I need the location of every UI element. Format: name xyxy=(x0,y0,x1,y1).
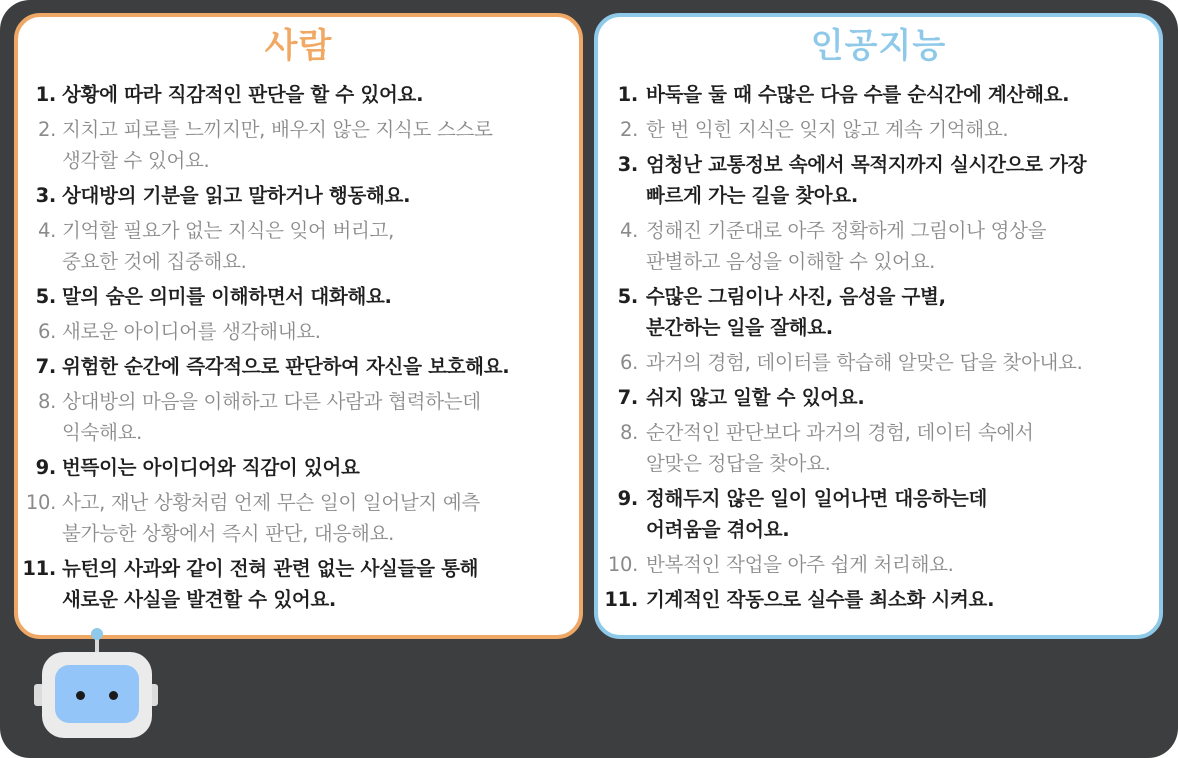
human-item-9 xyxy=(18,452,579,483)
item-number: 7. xyxy=(35,355,56,378)
item-number: 8. xyxy=(37,390,56,413)
robot-head xyxy=(42,652,152,738)
item-text: 지치고 피로를 느끼지만, 배우지 않은 지식도 스스로 생각할 수 있어요. xyxy=(62,118,493,172)
item-number: 5. xyxy=(617,285,638,308)
robot-antenna-light xyxy=(91,628,103,640)
ai-panel xyxy=(594,13,1163,639)
human-item-2 xyxy=(18,114,579,176)
human-item-1 xyxy=(18,79,579,110)
ai-item-10 xyxy=(598,549,1159,580)
item-number: 2. xyxy=(619,118,638,141)
ai-panel-title: 인공지능 xyxy=(810,26,947,66)
item-text: 번뜩이는 아이디어와 직감이 있어요 xyxy=(62,456,360,479)
ai-item-1 xyxy=(598,79,1159,110)
item-text: 위험한 순간에 즉각적으로 판단하여 자신을 보호해요. xyxy=(62,355,510,378)
ai-item-8 xyxy=(598,417,1159,479)
item-text: 수많은 그림이나 사진, 음성을 구별, 분간하는 일을 잘해요. xyxy=(646,285,946,339)
item-number: 9. xyxy=(617,487,638,510)
item-text: 쉬지 않고 일할 수 있어요. xyxy=(646,386,865,409)
human-item-4 xyxy=(18,215,579,277)
item-text: 순간적인 판단보다 과거의 경험, 데이터 속에서 알맞은 정답을 찾아요. xyxy=(646,421,1034,475)
ai-item-6 xyxy=(598,347,1159,378)
item-text: 반복적인 작업을 아주 쉽게 처리해요. xyxy=(646,553,954,576)
item-number: 4. xyxy=(619,219,638,242)
ai-list xyxy=(598,79,1159,619)
item-text: 정해두지 않은 일이 일어나면 대응하는데 어려움을 겪어요. xyxy=(646,487,988,541)
robot-left-eye xyxy=(76,691,85,700)
item-number: 3. xyxy=(617,153,638,176)
human-item-8 xyxy=(18,386,579,448)
ai-item-3 xyxy=(598,149,1159,211)
robot-face-screen xyxy=(55,665,139,723)
item-number: 5. xyxy=(35,285,56,308)
human-item-10 xyxy=(18,487,579,549)
item-number: 1. xyxy=(35,83,56,106)
item-text: 상대방의 기분을 읽고 말하거나 행동해요. xyxy=(62,184,411,207)
item-text: 사고, 재난 상황처럼 언제 무슨 일이 일어날지 예측 불가능한 상황에서 즉시 판단, 대응해요. xyxy=(62,491,480,545)
item-text: 기억할 필요가 없는 지식은 잊어 버리고, 중요한 것에 집중해요. xyxy=(62,219,394,273)
item-text: 뉴턴의 사과와 같이 전혀 관련 없는 사실들을 통해 새로운 사실을 발견할 수 있어요. xyxy=(62,557,479,611)
ai-item-7 xyxy=(598,382,1159,413)
item-number: 3. xyxy=(35,184,56,207)
human-item-5 xyxy=(18,281,579,312)
item-number: 6. xyxy=(619,351,638,374)
item-text: 말의 숨은 의미를 이해하면서 대화해요. xyxy=(62,285,392,308)
item-number: 6. xyxy=(37,320,56,343)
item-text: 바둑을 둘 때 수많은 다음 수를 순식간에 계산해요. xyxy=(646,83,1070,106)
robot-icon xyxy=(34,628,160,738)
item-number: 4. xyxy=(37,219,56,242)
item-number: 10. xyxy=(607,553,638,576)
item-text: 정해진 기준대로 아주 정확하게 그림이나 영상을 판별하고 음성을 이해할 수 있어요. xyxy=(646,219,1047,273)
item-text: 과거의 경험, 데이터를 학습해 알맞은 답을 찾아내요. xyxy=(646,351,1083,374)
item-number: 9. xyxy=(35,456,56,479)
item-text: 새로운 아이디어를 생각해내요. xyxy=(62,320,321,343)
ai-item-4 xyxy=(598,215,1159,277)
human-panel xyxy=(14,13,583,639)
human-item-11 xyxy=(18,553,579,615)
item-number: 8. xyxy=(619,421,638,444)
human-panel-title: 사람 xyxy=(264,26,333,66)
item-text: 엄청난 교통정보 속에서 목적지까지 실시간으로 가장 빠르게 가는 길을 찾아요. xyxy=(646,153,1087,207)
human-item-7 xyxy=(18,351,579,382)
item-number: 10. xyxy=(25,491,56,514)
ai-item-11 xyxy=(598,584,1159,615)
item-text: 기계적인 작동으로 실수를 최소화 시켜요. xyxy=(646,588,995,611)
ai-item-9 xyxy=(598,483,1159,545)
item-text: 상대방의 마음을 이해하고 다른 사람과 협력하는데 익숙해요. xyxy=(62,390,481,444)
human-item-6 xyxy=(18,316,579,347)
robot-right-eye xyxy=(109,691,118,700)
item-text: 상황에 따라 직감적인 판단을 할 수 있어요. xyxy=(62,83,424,106)
item-number: 7. xyxy=(617,386,638,409)
human-item-3 xyxy=(18,180,579,211)
human-list xyxy=(18,79,579,619)
ai-item-2 xyxy=(598,114,1159,145)
ai-item-5 xyxy=(598,281,1159,343)
item-text: 한 번 익힌 지식은 잊지 않고 계속 기억해요. xyxy=(646,118,1009,141)
item-number: 2. xyxy=(37,118,56,141)
item-number: 11. xyxy=(22,557,56,580)
item-number: 11. xyxy=(604,588,638,611)
item-number: 1. xyxy=(617,83,638,106)
